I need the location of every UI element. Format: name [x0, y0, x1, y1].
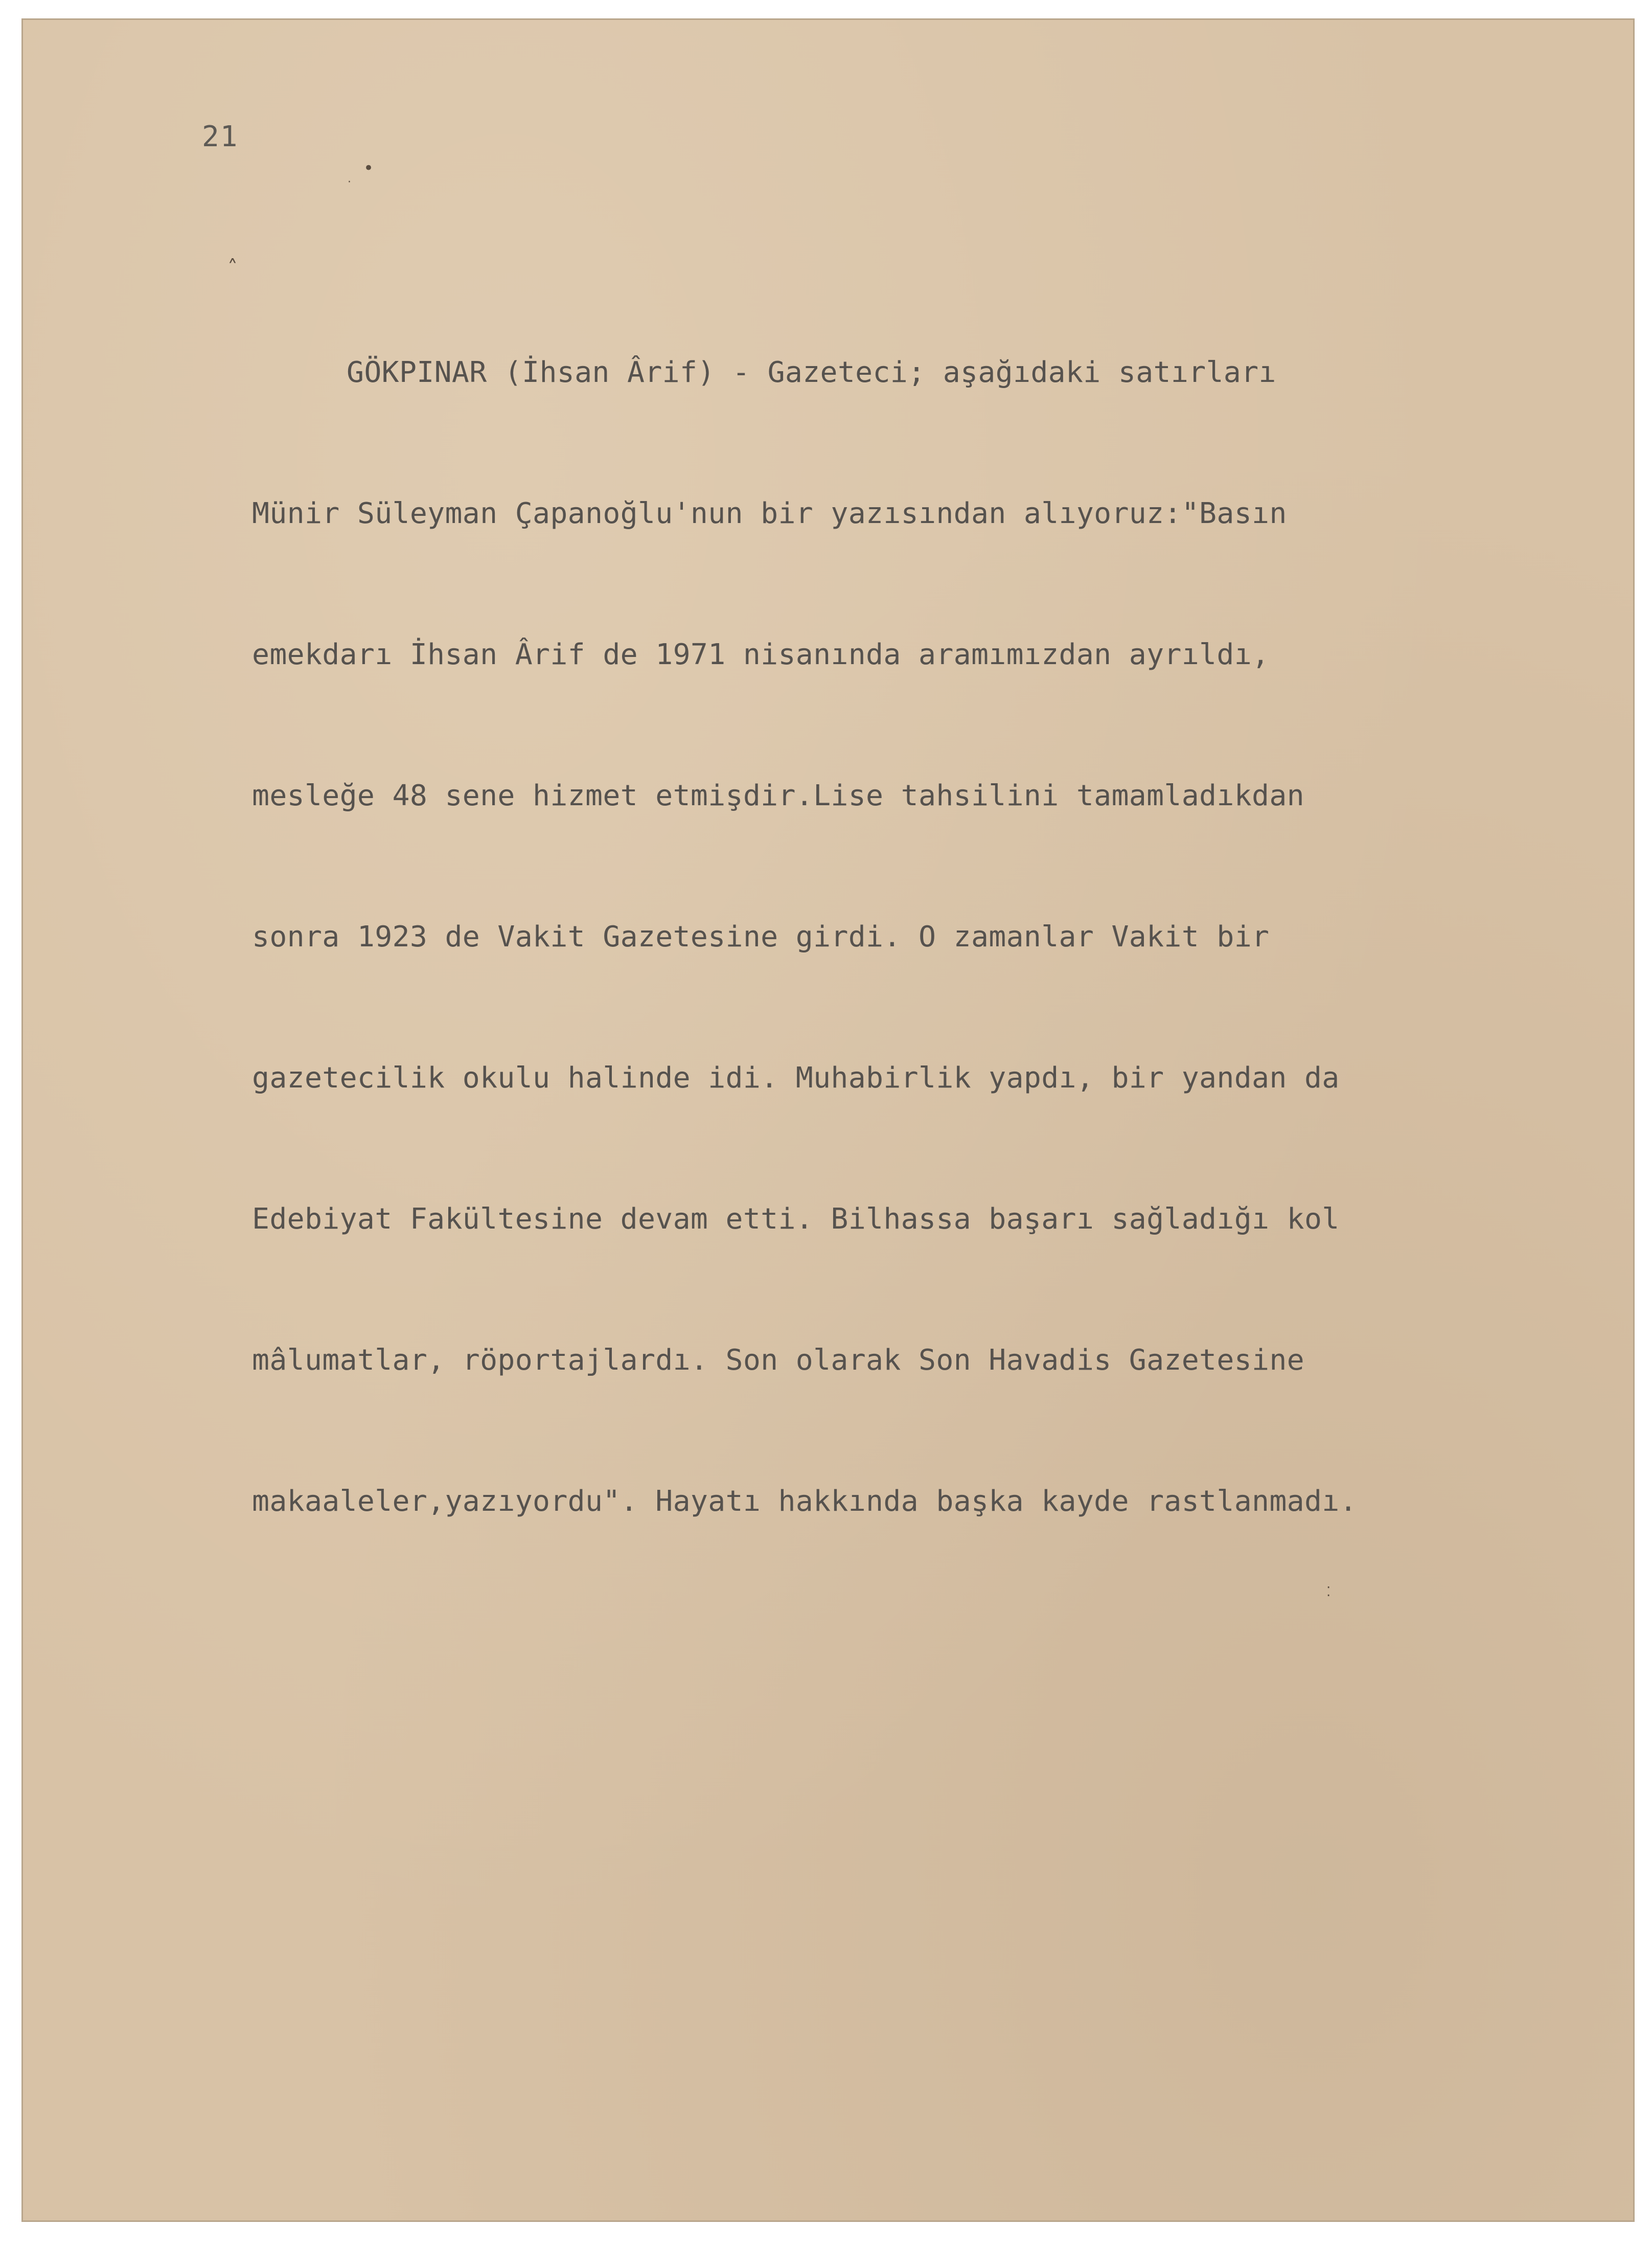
text-line: Münir Süleyman Çapanoğlu'nun bir yazısından alıyoruz:"Basın: [252, 497, 1287, 530]
text-line: makaaleler,yazıyordu". Hayatı hakkında başka kayde rastlanmadı.: [252, 1485, 1357, 1518]
text-line: Edebiyat Fakültesine devam etti. Bilhassa başarı sağladığı kol: [252, 1202, 1340, 1236]
ink-speck: ⁚: [1326, 1584, 1331, 1600]
text-line: gazetecilik okulu halinde idi. Muhabirlik yapdı, bir yandan da: [252, 1061, 1340, 1095]
text-line: emekdarı İhsan Ârif de 1971 nisanında aramımızdan ayrıldı,: [252, 638, 1270, 671]
text-line: mâlumatlar, röportajlardı. Son olarak Son Havadis Gazetesine: [252, 1344, 1304, 1377]
document-page: [21, 18, 1635, 2222]
text-line: sonra 1923 de Vakit Gazetesine girdi. O zamanlar Vakit bir: [252, 920, 1270, 953]
body-text: [252, 255, 1561, 1619]
page-number: 21: [202, 120, 239, 153]
text-line: mesleğe 48 sene hizmet etmişdir.Lise tahsilini tamamladıkdan: [252, 779, 1304, 812]
ink-speck: ·: [348, 176, 351, 189]
text-line: GÖKPINAR (İhsan Ârif) - Gazeteci; aşağıdaki satırları: [347, 356, 1276, 389]
ink-speck: •: [363, 158, 374, 178]
margin-tick-mark: ˄: [227, 256, 238, 280]
